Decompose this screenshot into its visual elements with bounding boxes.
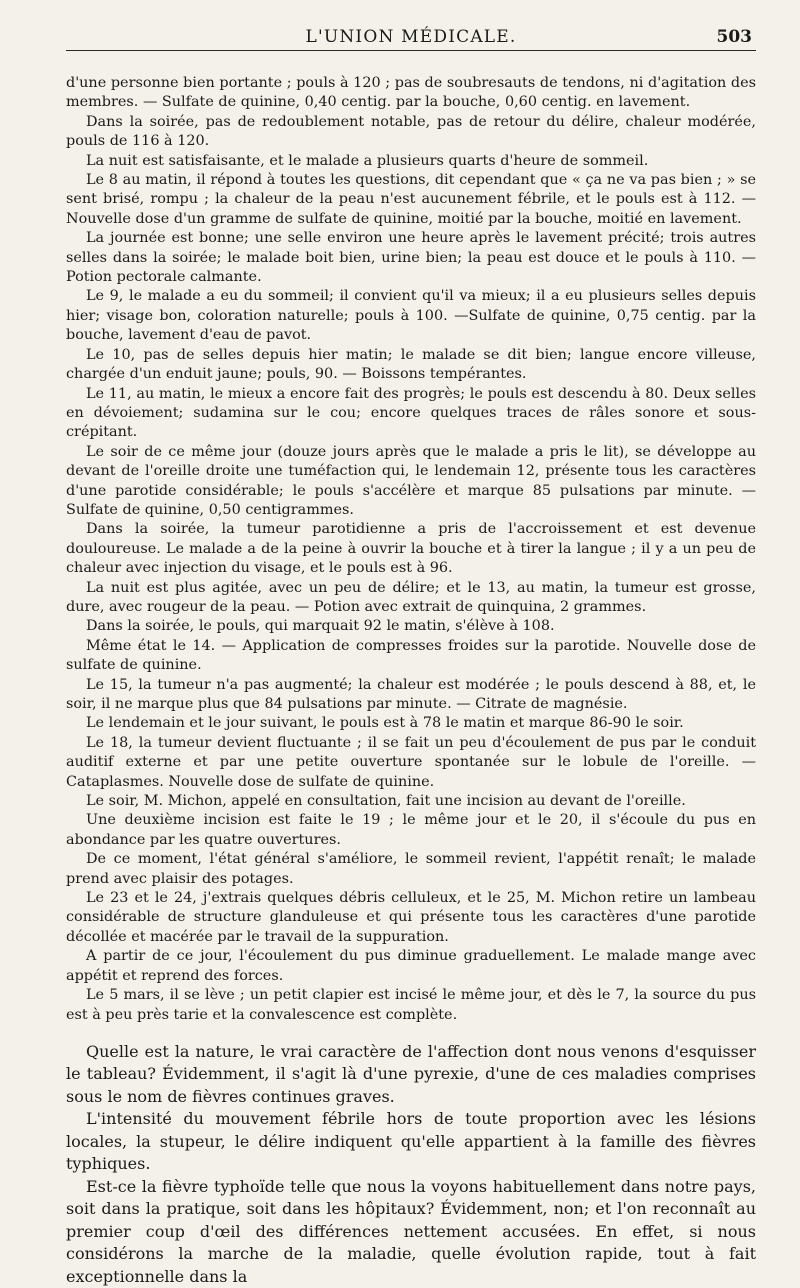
case-paragraph: Une deuxième incision est faite le 19 ; le même jour et le 20, il s'écoule du pus en abondance par les quatre ouvertures. (66, 812, 756, 848)
case-paragraph: Le 9, le malade a eu du sommeil; il convient qu'il va mieux; il a eu plusieurs selles depuis hier; visage bon, coloration naturelle; pouls à 100. —Sulfate de quinine, 0,75 centig. par la bouche, lavement d'eau de pavot. (66, 288, 756, 344)
case-paragraph: Le 23 et le 24, j'extrais quelques débris celluleux, et le 25, M. Michon retire un lambeau considérable de structure glanduleuse et qui présente tous les caractères d'une parotide décollée et macérée par le travail de la suppuration. (66, 890, 756, 945)
page-number: 503 (716, 27, 752, 47)
commentary-paragraph: Quelle est la nature, le vrai caractère de l'affection dont nous venons d'esquisser le tableau? Évidemment, il s'agit là d'une pyrexie, d'une de ces maladies comprises sous le nom de fièvres continues graves. (66, 1041, 756, 1106)
case-report (66, 74, 756, 1025)
case-paragraph: La nuit est plus agitée, avec un peu de délire; et le 13, au matin, la tumeur est grosse, dure, avec rougeur de la peau. — Potion avec extrait de quinquina, 2 grammes. (66, 579, 756, 615)
case-paragraph: Le 8 au matin, il répond à toutes les questions, dit cependant que « ça ne va pas bien ; » se sent brisé, rompu ; la chaleur de la peau n'est aucunement fébrile, et le pouls est à 112. — Nouvelle dose d'un gramme de sulfate de quinine, moitié par la bouche, moitié en lavement. (66, 172, 756, 227)
case-paragraph: Dans la soirée, la tumeur parotidienne a pris de l'accroissement et est devenue douloureuse. Le malade a de la peine à ouvrir la bouche et à tirer la langue ; il y a un peu de chaleur avec injection du visage, et le pouls est à 96. (66, 521, 756, 577)
case-paragraph: Le soir de ce même jour (douze jours après que le malade a pris le lit), se développe au devant de l'oreille droite une tuméfaction qui, le lendemain 12, présente tous les caractères d'une parotide considérable; le pouls s'accélère et marque 85 pulsations par minute. — Sulfate de quinine, 0,50 centigrammes. (66, 443, 756, 518)
case-paragraph: La journée est bonne; une selle environ une heure après le lavement précité; trois autres selles dans la soirée; le malade boit bien, urine bien; la peau est douce et le pouls à 110. — Potion pectorale calmante. (66, 230, 756, 286)
page-body (66, 74, 756, 1288)
case-paragraph: Le 15, la tumeur n'a pas augmenté; la chaleur est modérée ; le pouls descend à 88, et, le soir, il ne marque plus que 84 pulsations par minute. — Citrate de magnésie. (66, 676, 756, 712)
running-head (66, 24, 756, 51)
running-title: L'UNION MÉDICALE. (305, 27, 517, 47)
case-paragraph: Même état le 14. — Application de compresses froides sur la parotide. Nouvelle dose de sulfate de quinine. (66, 637, 756, 674)
case-paragraph: A partir de ce jour, l'écoulement du pus diminue graduellement. Le malade mange avec appétit et reprend des forces. (66, 948, 756, 984)
case-paragraph: Le 18, la tumeur devient fluctuante ; il se fait un peu d'écoulement de pus par le conduit auditif externe et par une petite ouverture spontanée sur le lobule de l'oreille. — Cataplasmes. Nouvelle dose de sulfate de quinine. (66, 734, 756, 790)
case-paragraph: Le lendemain et le jour suivant, le pouls est à 78 le matin et marque 86-90 le soir. (86, 715, 684, 732)
case-paragraph: De ce moment, l'état général s'améliore, le sommeil revient, l'appétit renaît; le malade prend avec plaisir des potages. (66, 851, 756, 887)
case-paragraph: Le soir, M. Michon, appelé en consultation, fait une incision au devant de l'oreille. (86, 793, 686, 810)
commentary (66, 1041, 756, 1288)
case-paragraph: Le 10, pas de selles depuis hier matin; le malade se dit bien; langue encore villeuse, chargée d'un enduit jaune; pouls, 90. — Boissons tempérantes. (66, 346, 756, 383)
case-paragraph: Le 5 mars, il se lève ; un petit clapier est incisé le même jour, et dès le 7, la source du pus est à peu près tarie et la convalescence est complète. (66, 987, 756, 1023)
case-paragraph: Le 11, au matin, le mieux a encore fait des progrès; le pouls est descendu à 80. Deux selles en dévoiement; sudamina sur le cou; encore quelques traces de râles sonore et sous-crépitant. (66, 385, 756, 441)
case-paragraph: Dans la soirée, le pouls, qui marquait 92 le matin, s'élève à 108. (86, 618, 555, 635)
commentary-paragraph: Est-ce la fièvre typhoïde telle que nous la voyons habituellement dans notre pays, soit dans la pratique, soit dans les hôpitaux? Évidemment, non; et l'on reconnaît au premier coup d'œil des différences nettement accusées. En effet, si nous considérons la marche de la maladie, quelle évolution rapide, tout à fait exceptionnelle dans la (66, 1176, 756, 1286)
case-paragraph: Dans la soirée, pas de redoublement notable, pas de retour du délire, chaleur modérée, pouls de 116 à 120. (66, 113, 756, 150)
commentary-paragraph: L'intensité du mouvement fébrile hors de toute proportion avec les lésions locales, la stupeur, le délire indiquent qu'elle appartient à la famille des fièvres typhiques. (66, 1109, 756, 1174)
case-paragraph: d'une personne bien portante ; pouls à 120 ; pas de soubresauts de tendons, ni d'agitation des membres. — Sulfate de quinine, 0,40 centig. par la bouche, 0,60 centig. en lavement. (66, 75, 756, 111)
case-paragraph: La nuit est satisfaisante, et le malade a plusieurs quarts d'heure de sommeil. (86, 152, 649, 169)
